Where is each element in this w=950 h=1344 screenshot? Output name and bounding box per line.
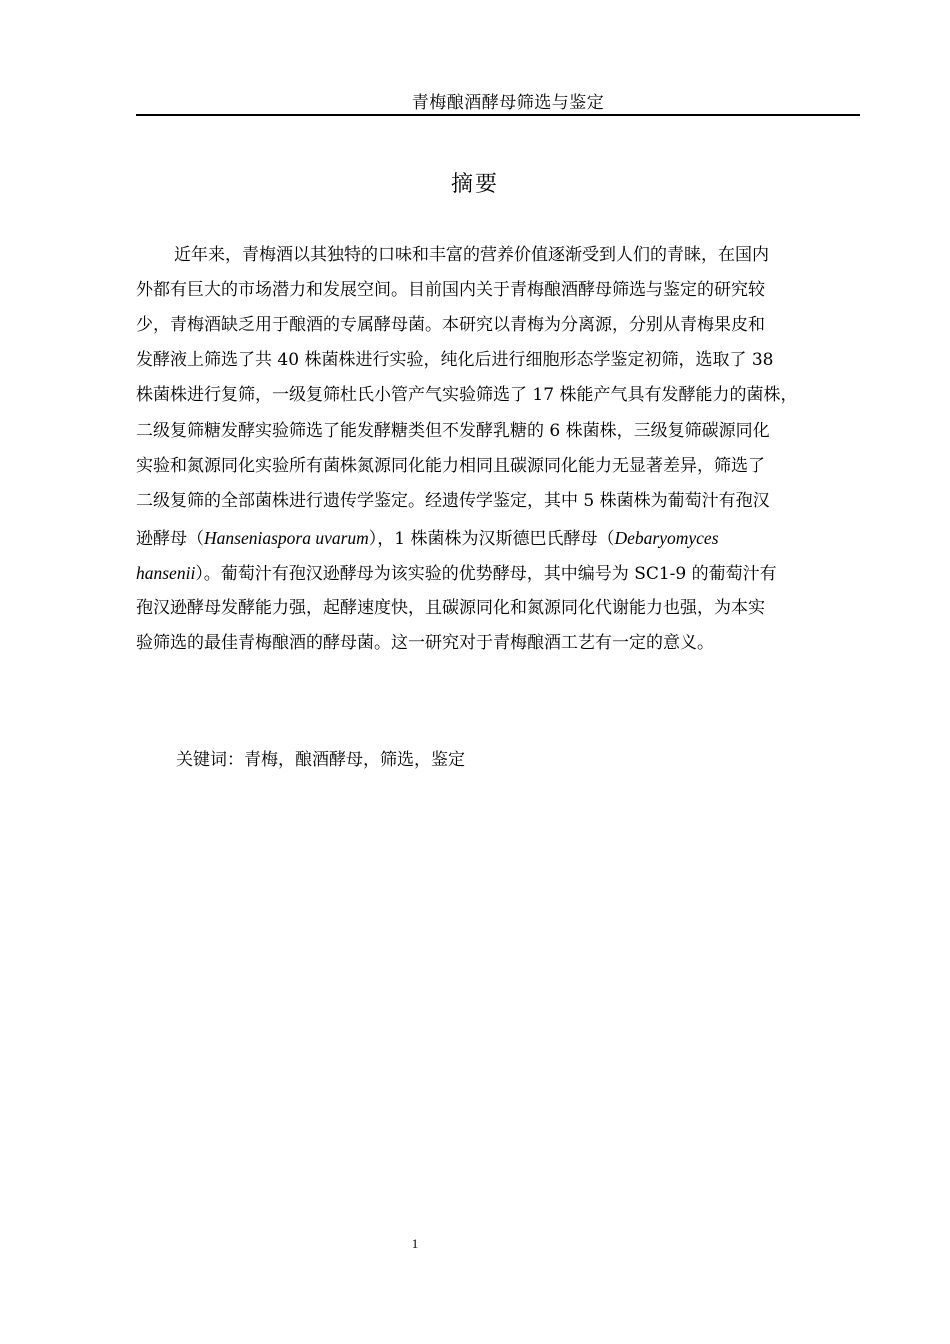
abstract-line: 外都有巨大的市场潜力和发展空间。目前国内关于青梅酿酒酵母筛选与鉴定的研究较 <box>136 280 765 300</box>
abstract-line: 二级复筛糖发酵实验筛选了能发酵糖类但不发酵乳糖的 6 株菌株，三级复筛碳源同化 <box>136 421 770 441</box>
abstract-text: ）。葡萄汁有孢汉逊酵母为该实验的优势酵母，其中编号为 SC1-9 的葡萄汁有 <box>195 564 777 584</box>
running-header-title: 青梅酿酒酵母筛选与鉴定 <box>411 93 605 113</box>
page-number: 1 <box>411 1236 419 1251</box>
abstract-line: 株菌株进行复筛，一级复筛杜氏小管产气实验筛选了 17 株能产气具有发酵能力的菌株， <box>136 385 798 405</box>
abstract-heading: 摘要 <box>450 172 499 197</box>
abstract-text: ），1 株菌株为汉斯德巴氏酵母（ <box>368 529 615 549</box>
abstract-text: 逊酵母（ <box>136 529 204 549</box>
abstract-line: 验筛选的最佳青梅酿酒的酵母菌。这一研究对于青梅酿酒工艺有一定的意义。 <box>136 633 714 653</box>
abstract-line: 孢汉逊酵母发酵能力强，起酵速度快，且碳源同化和氮源同化代谢能力也强，为本实 <box>136 598 765 618</box>
abstract-line-species <box>136 527 719 549</box>
abstract-line: 实验和氮源同化实验所有菌株氮源同化能力相同且碳源同化能力无显著差异，筛选了 <box>136 456 765 476</box>
abstract-line: 发酵液上筛选了共 40 株菌株进行实验，纯化后进行细胞形态学鉴定初筛，选取了 38 <box>136 350 774 370</box>
species-name: Debaryomyces <box>614 528 719 548</box>
running-header <box>136 92 860 116</box>
abstract-line: 二级复筛的全部菌株进行遗传学鉴定。经遗传学鉴定，其中 5 株菌株为葡萄汁有孢汉 <box>136 491 770 511</box>
species-name: Hanseniaspora uvarum <box>204 528 369 548</box>
abstract-line-species <box>136 562 777 584</box>
abstract-line: 近年来，青梅酒以其独特的口味和丰富的营养价值逐渐受到人们的青睐，在国内 <box>174 245 769 265</box>
abstract-line: 少，青梅酒缺乏用于酿酒的专属酵母菌。本研究以青梅为分离源，分别从青梅果皮和 <box>136 315 765 335</box>
species-name: hansenii <box>136 563 196 583</box>
keywords: 关键词：青梅，酿酒酵母，筛选，鉴定 <box>176 750 465 770</box>
